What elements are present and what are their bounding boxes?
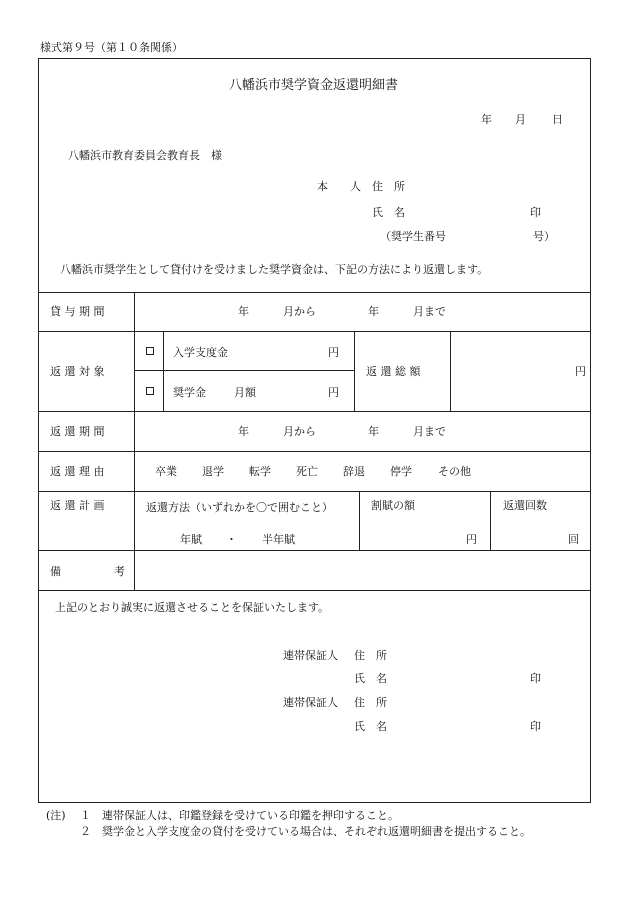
scholarship-label: 奨学金 [173, 386, 206, 399]
repay-method-label: 返還方法（いずれかを〇で囲むこと） [146, 501, 333, 514]
applicant-address-label: 住 所 [372, 180, 405, 193]
reason-option-other[interactable]: その他 [438, 465, 471, 478]
table-line [450, 331, 451, 411]
repay-period-label: 返 還 期 間 [50, 425, 105, 438]
method-separator: ・ [226, 533, 237, 546]
loan-period-label: 貸 与 期 間 [50, 305, 105, 318]
reason-option-graduation[interactable]: 卒業 [155, 465, 177, 478]
guarantor-1-name-label: 氏 名 [354, 672, 387, 685]
table-line [38, 331, 591, 332]
reason-option-death[interactable]: 死亡 [296, 465, 318, 478]
table-line [134, 292, 135, 590]
guarantor-2-address-label: 住 所 [354, 696, 387, 709]
student-number-label: （奨学生番号 [380, 230, 446, 243]
remarks-label-1: 備 [50, 565, 61, 578]
repay-from-month[interactable]: 月から [283, 425, 316, 438]
date-month[interactable]: 月 [515, 113, 526, 126]
guarantor-1-label: 連帯保証人 [283, 649, 338, 662]
applicant-seal: 印 [530, 206, 541, 219]
reason-option-suspension[interactable]: 停学 [390, 465, 412, 478]
reason-option-withdrawal[interactable]: 退学 [202, 465, 224, 478]
table-line [490, 491, 491, 550]
loan-from-month[interactable]: 月から [283, 305, 316, 318]
scholarship-monthly-label: 月額 [234, 386, 256, 399]
entrance-fund-label: 入学支度金 [173, 346, 228, 359]
guarantor-1-address-label: 住 所 [354, 649, 387, 662]
table-line [38, 590, 591, 591]
installment-yen[interactable]: 円 [466, 533, 477, 546]
method-semiannual[interactable]: 半年賦 [262, 533, 295, 546]
table-line [38, 550, 591, 551]
date-day[interactable]: 日 [552, 113, 563, 126]
loan-to-month[interactable]: 月まで [413, 305, 446, 318]
loan-from-year[interactable]: 年 [238, 305, 249, 318]
table-line [38, 451, 591, 452]
student-number-suffix: 号） [533, 230, 555, 243]
repay-to-month[interactable]: 月まで [413, 425, 446, 438]
guarantor-2-label: 連帯保証人 [283, 696, 338, 709]
note-1-text: 連帯保証人は、印鑑登録を受けている印鑑を押印すること。 [102, 809, 399, 822]
guarantor-1-seal: 印 [530, 672, 541, 685]
installment-label: 割賦の額 [371, 499, 415, 512]
note-2-text: 奨学金と入学支度金の貸付を受けている場合は、それぞれ返還明細書を提出すること。 [102, 825, 531, 838]
note-1-number: １ [80, 809, 91, 822]
guarantee-text: 上記のとおり誠実に返還させることを保証いたします。 [55, 601, 330, 614]
addressee: 八幡浜市教育委員会教育長 様 [68, 149, 222, 162]
repay-plan-label: 返 還 計 画 [50, 499, 105, 512]
repay-target-label: 返 還 対 象 [50, 365, 105, 378]
repay-total-yen[interactable]: 円 [575, 365, 586, 378]
note-2-number: ２ [80, 825, 91, 838]
form-number: 様式第９号（第１０条関係） [40, 41, 183, 54]
reason-option-transfer[interactable]: 転学 [249, 465, 271, 478]
table-line [38, 491, 591, 492]
repay-total-label: 返 還 総 額 [366, 365, 421, 378]
entrance-fund-checkbox[interactable] [146, 347, 154, 355]
method-annual[interactable]: 年賦 [180, 533, 202, 546]
applicant-name-label: 氏 名 [372, 206, 405, 219]
guarantor-2-name-label: 氏 名 [354, 720, 387, 733]
table-line [134, 370, 354, 371]
table-line [359, 491, 360, 550]
remarks-field[interactable] [138, 555, 586, 585]
scholarship-checkbox[interactable] [146, 387, 154, 395]
guarantor-2-seal: 印 [530, 720, 541, 733]
scholarship-yen: 円 [328, 386, 339, 399]
table-line [354, 331, 355, 411]
loan-to-year[interactable]: 年 [368, 305, 379, 318]
reason-option-decline[interactable]: 辞退 [343, 465, 365, 478]
applicant-label: 本 人 [317, 180, 361, 193]
repay-count-label: 返還回数 [503, 499, 547, 512]
repay-reason-label: 返 還 理 由 [50, 465, 105, 478]
table-line [163, 331, 164, 411]
form-title: 八幡浜市奨学資金返還明細書 [229, 78, 399, 93]
notes-prefix: (注) [46, 809, 66, 822]
statement-text: 八幡浜市奨学生として貸付けを受けました奨学資金は、下記の方法により返還します。 [60, 263, 489, 276]
table-line [38, 292, 591, 293]
table-line [38, 411, 591, 412]
repay-from-year[interactable]: 年 [238, 425, 249, 438]
remarks-label-2: 考 [114, 565, 125, 578]
date-year[interactable]: 年 [481, 113, 492, 126]
repay-count-unit[interactable]: 回 [568, 533, 579, 546]
entrance-fund-yen: 円 [328, 346, 339, 359]
repay-to-year[interactable]: 年 [368, 425, 379, 438]
